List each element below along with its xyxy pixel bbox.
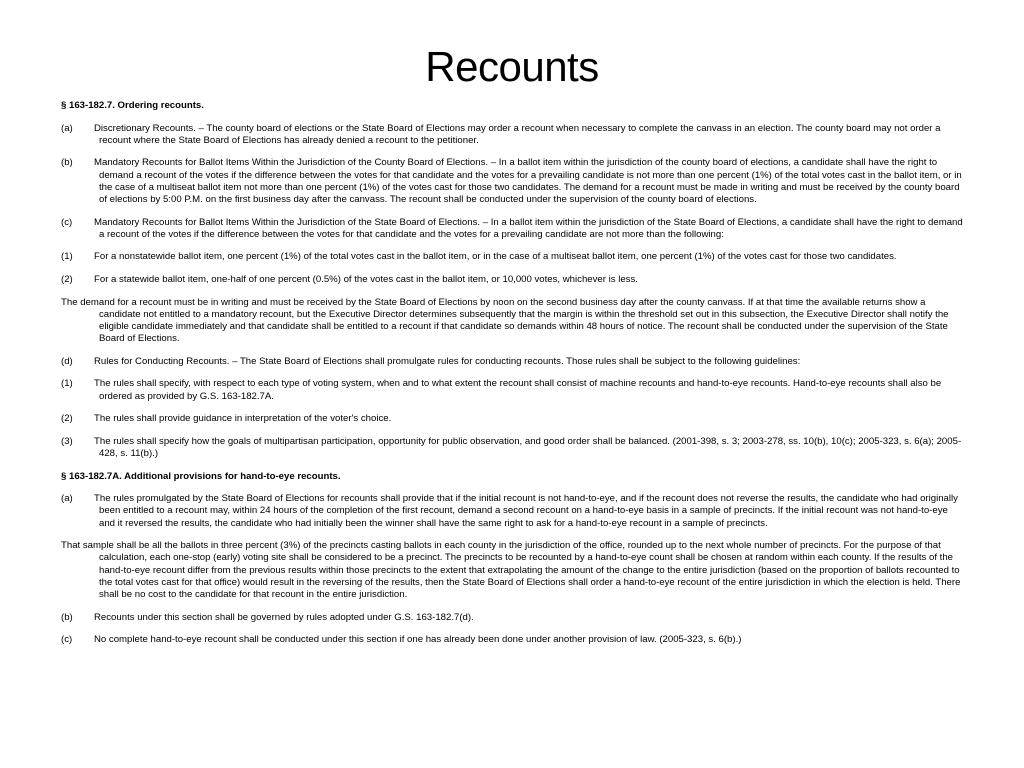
item-text: Rules for Conducting Recounts. – The State Board of Elections shall promulgate rules for conducting recounts. Those rules shall be subject to the following guidelines: xyxy=(94,355,801,367)
continuation-paragraph xyxy=(61,540,963,601)
item-label: (1) xyxy=(61,378,73,390)
item-label: (2) xyxy=(61,413,73,425)
subsection-paragraph xyxy=(61,378,963,402)
item-label: (c) xyxy=(61,216,73,228)
item-label: (1) xyxy=(61,251,73,263)
heading-text: § 163-182.7. Ordering recounts. xyxy=(61,100,204,111)
item-label: (c) xyxy=(61,634,73,646)
subsection-paragraph xyxy=(61,634,963,646)
item-text: The rules shall provide guidance in interpretation of the voter's choice. xyxy=(94,413,392,425)
item-label: (a) xyxy=(61,493,73,505)
item-text: The rules shall specify, with respect to each type of voting system, when and to what extent the recount shall consist of machine recounts and hand-to-eye recounts. Hand-to-eye recounts shall also be ordered as provided by G.S. 163-182.7A. xyxy=(94,378,942,402)
slide-title: Recounts xyxy=(425,43,599,90)
item-text: Mandatory Recounts for Ballot Items Within the Jurisdiction of the County Board of Elections. – In a ballot item within the jurisdiction of the county board of elections, a candidate shall have the right to demand a recount of the votes if the difference between the votes for that candidate and the votes for a prevailing candidate is not more than one percent (1%) of the total votes cast in the ballot item, or in the case of a multiseat ballot item not more than one percent (1%) of the votes cast for those two candidates. The demand for a recount must be made in writing and must be received by the county board of elections by 5:00 P.M. on the first business day after the canvass. The recount shall be conducted under the supervision of the county board of elections. xyxy=(94,157,962,205)
subsection-paragraph xyxy=(61,217,963,241)
item-label: (d) xyxy=(61,355,73,367)
item-text: Discretionary Recounts. – The county board of elections or the State Board of Elections may order a recount when necessary to complete the canvass in an election. The county board may not order a recount where the State Board of Elections has already denied a recount to the petitioner. xyxy=(94,122,941,146)
subsection-paragraph xyxy=(61,274,963,286)
item-text: The rules shall specify how the goals of multipartisan participation, opportunity for public observation, and good order shall be balanced. (2001-398, s. 3; 2003-278, ss. 10(b), 10(c); 2005-323, s. 6(a); 2005-428, s. 11(b).) xyxy=(94,435,962,459)
paragraph-text: That sample shall be all the ballots in three percent (3%) of the precincts casting ballots in each county in the jurisdiction of the office, rounded up to the next whole number of precincts. For the purpose of that calculation, each one-stop (early) voting site shall be considered to be a precinct. The precincts to be recounted by a hand-to-eye count shall be chosen at random within each county. If the results of the hand-to-eye recount differ from the previous results within those precincts to the extent that extrapolating the amount of the change to the entire jurisdiction (based on the proportion of ballots recounted to the total votes cast for that office) would result in the reversing of the results, then the State Board of Elections shall order a hand-to-eye recount of the entire jurisdiction in which the election is held. There shall be no cost to the candidate for that recount in the entire jurisdiction. xyxy=(61,540,961,600)
item-label: (b) xyxy=(61,611,73,623)
heading-text: § 163-182.7A. Additional provisions for hand-to-eye recounts. xyxy=(61,470,341,482)
paragraph-text: The demand for a recount must be in writing and must be received by the State Board of Elections by noon on the second business day after the county canvass. If at that time the available returns show a candidate not entitled to a mandatory recount, but the Executive Director determines subsequently that the margin is within the threshold set out in this subsection, the Executive Director shall notify the eligible candidate immediately and that candidate shall be entitled to a recount if that candidate so demands within 48 hours of notice. The recount shall be conducted under the supervision of the State Board of Elections. xyxy=(61,296,949,345)
slide-body xyxy=(61,100,963,657)
section-heading xyxy=(61,100,963,112)
subsection-paragraph xyxy=(61,251,963,263)
item-text: The rules promulgated by the State Board of Elections for recounts shall provide that if the initial recount is not hand-to-eye, and if the recount does not reverse the results, the candidate who had originally been entitled to a recount may, within 24 hours of the completion of the first recount, demand a second recount on a hand-to-eye basis in a sample of precincts. If the initial recount was not hand-to-eye and it reversed the results, the candidate who had initially been the winner shall have the same right to ask for a hand-to-eye recount in a sample of precincts. xyxy=(94,493,958,529)
continuation-paragraph xyxy=(61,297,963,346)
item-text: No complete hand-to-eye recount shall be conducted under this section if one has already been done under another provision of law. (2005-323, s. 6(b).) xyxy=(94,634,742,646)
item-text: Recounts under this section shall be governed by rules adopted under G.S. 163-182.7(d). xyxy=(94,611,474,623)
item-text: Mandatory Recounts for Ballot Items Within the Jurisdiction of the State Board of Elections. – In a ballot item within the jurisdiction of the State Board of Elections, a candidate shall have the right to demand a recount of the votes if the difference between the votes for that candidate and the votes for a prevailing candidate are not more than the following: xyxy=(94,216,963,240)
item-label: (a) xyxy=(61,122,73,134)
subsection-paragraph xyxy=(61,157,963,206)
subsection-paragraph xyxy=(61,356,963,368)
subsection-paragraph xyxy=(61,413,963,425)
subsection-paragraph xyxy=(61,612,963,624)
subsection-paragraph xyxy=(61,123,963,147)
item-label: (b) xyxy=(61,157,73,169)
subsection-paragraph xyxy=(61,493,963,530)
item-label: (3) xyxy=(61,435,73,447)
subsection-paragraph xyxy=(61,436,963,460)
item-text: For a statewide ballot item, one-half of one percent (0.5%) of the votes cast in the ballot item, or 10,000 votes, whichever is less. xyxy=(94,273,638,285)
item-label: (2) xyxy=(61,273,73,285)
item-text: For a nonstatewide ballot item, one percent (1%) of the total votes cast in the ballot item, or in the case of a multiseat ballot item, one percent (1%) of the votes cast for those two candidates. xyxy=(94,251,897,263)
section-heading xyxy=(61,471,963,483)
